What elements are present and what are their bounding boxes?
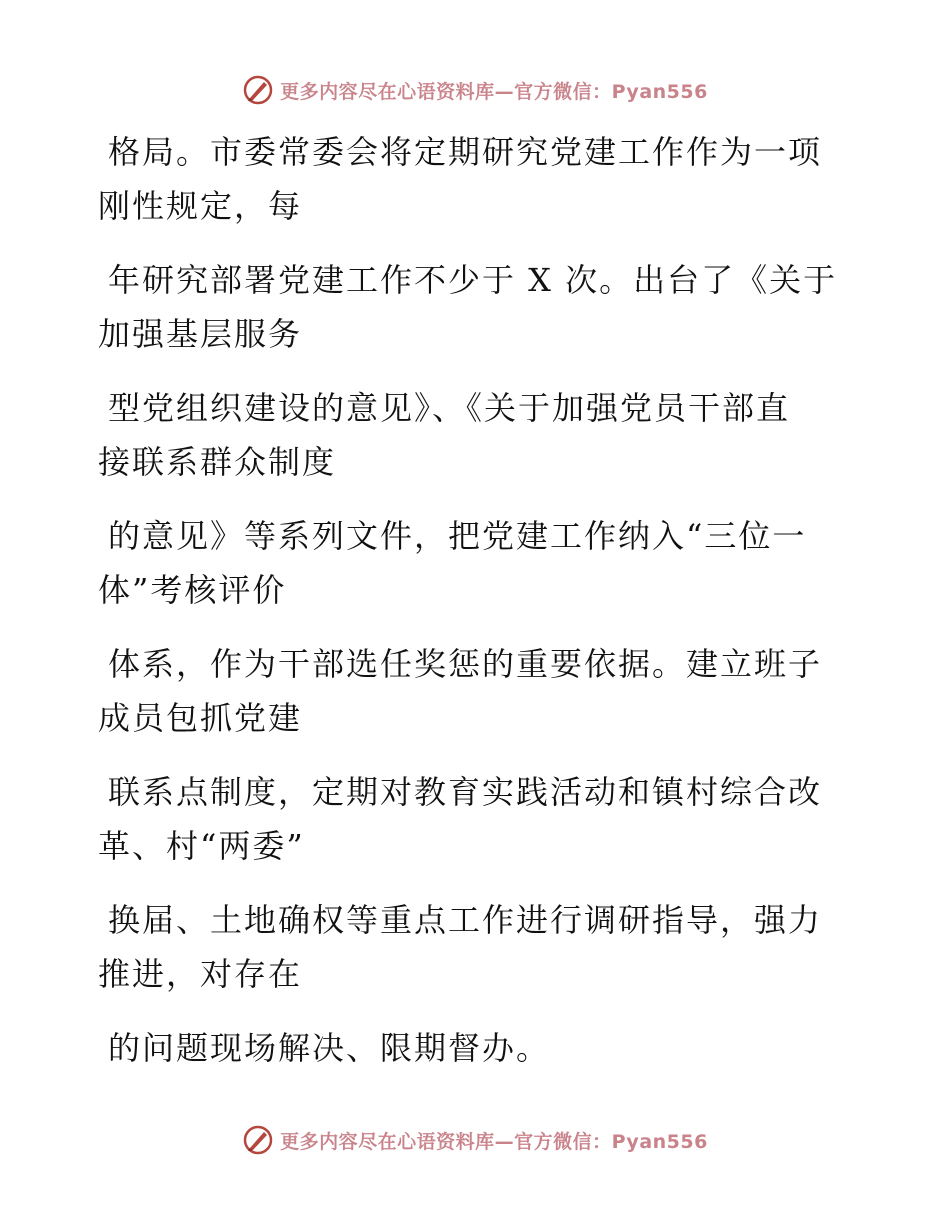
paragraph-line: 体系，作为干部选任奖惩的重要依据。建立班子: [108, 645, 823, 683]
paragraph-line: 推进，对存在: [98, 955, 303, 993]
document-body: [98, 125, 858, 1095]
paragraph-line: 格局。市委常委会将定期研究党建工作作为一项: [108, 133, 823, 171]
paragraph-line: 刚性规定，每: [98, 187, 303, 225]
footer-watermark: [0, 1120, 950, 1160]
paragraph: [98, 381, 858, 489]
paragraph-line: 革、村“两委”: [98, 827, 305, 865]
paragraph: [98, 765, 858, 873]
watermark-text: 更多内容尽在心语资料库—官方微信：Pyan556: [280, 1130, 708, 1153]
paragraph-line: 接联系群众制度: [98, 443, 337, 481]
watermark-text: 更多内容尽在心语资料库—官方微信：Pyan556: [280, 80, 708, 103]
quill-seal-logo-icon: [242, 1124, 274, 1156]
quill-seal-logo-icon: [242, 74, 274, 106]
paragraph: [98, 253, 858, 361]
paragraph-line: 成员包抓党建: [98, 699, 303, 737]
paragraph-line: 年研究部署党建工作不少于 X 次。出台了《关于: [108, 261, 838, 299]
header-watermark: [0, 70, 950, 110]
paragraph: [98, 509, 858, 617]
paragraph-line: 加强基层服务: [98, 315, 303, 353]
paragraph-line: 联系点制度，定期对教育实践活动和镇村综合改: [108, 773, 823, 811]
paragraph-line: 的意见》等系列文件，把党建工作纳入“三位一: [108, 517, 807, 555]
paragraph: [98, 125, 858, 233]
paragraph: [98, 1021, 858, 1075]
paragraph: [98, 637, 858, 745]
paragraph-line: 换届、土地确权等重点工作进行调研指导，强力: [108, 901, 823, 939]
paragraph: [98, 893, 858, 1001]
paragraph-line: 型党组织建设的意见》、《关于加强党员干部直: [108, 389, 791, 427]
paragraph-line: 体”考核评价: [98, 571, 287, 609]
paragraph-line: 的问题现场解决、限期督办。: [108, 1029, 551, 1067]
